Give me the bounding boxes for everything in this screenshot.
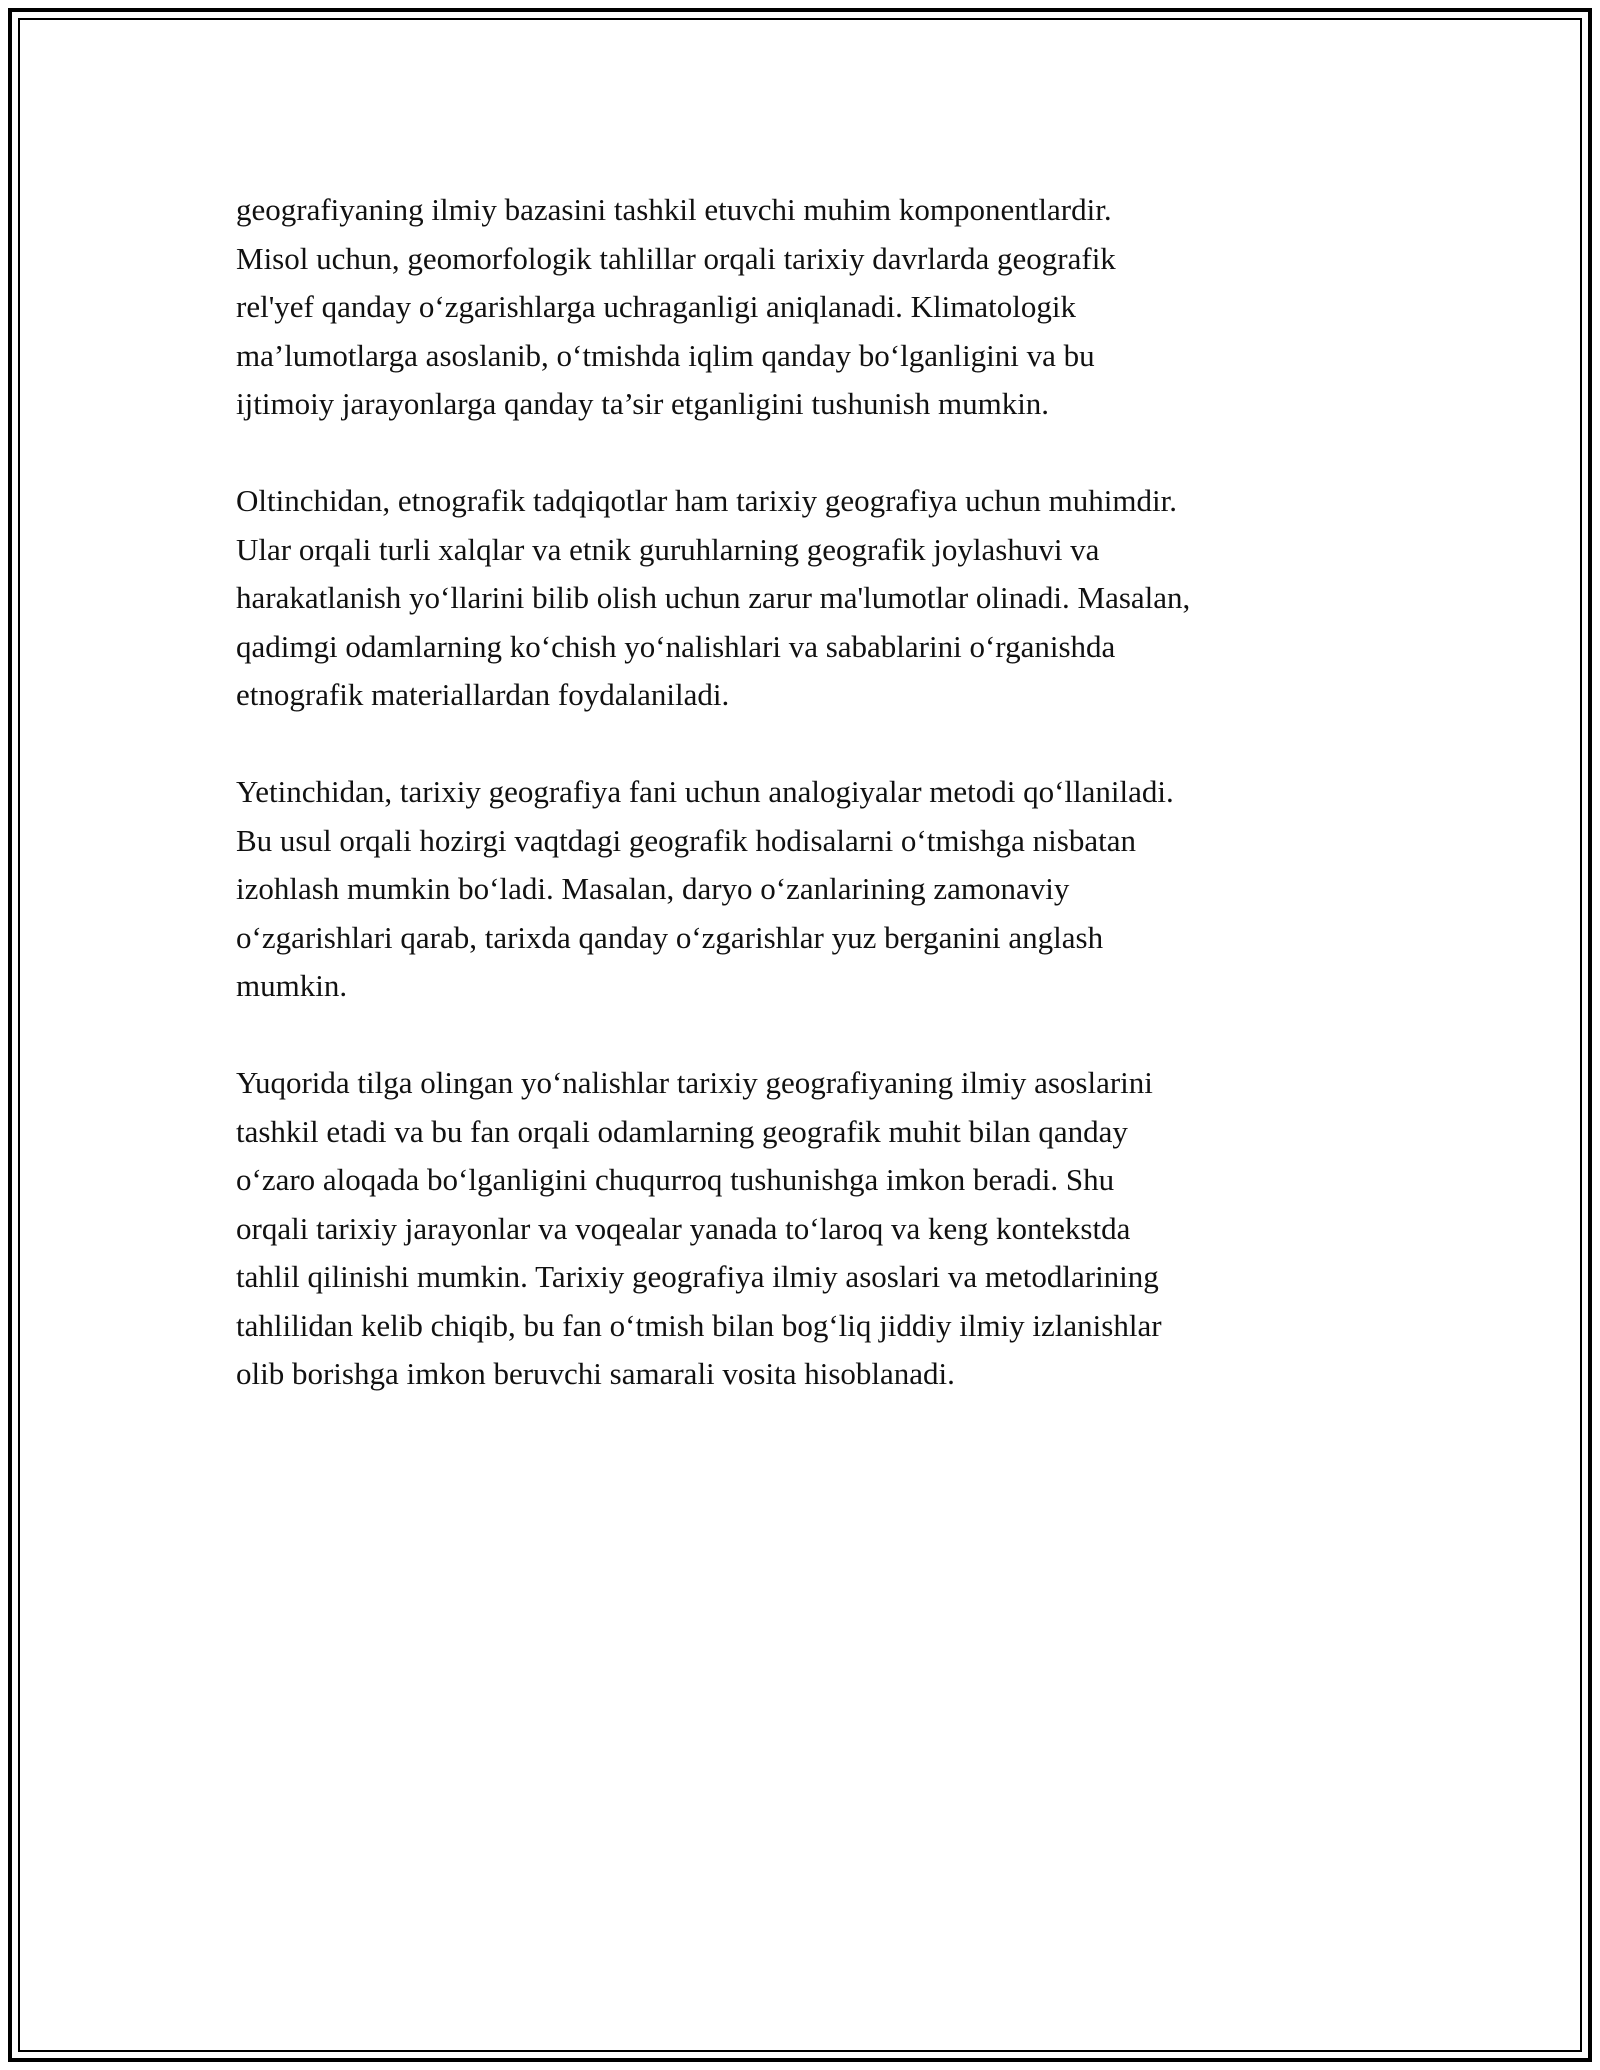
paragraph-1: geografiyaning ilmiy bazasini tashkil etuvchi muhim komponentlardir. Misol uchun, geomorfologik tahlillar orqali tarixiy davrlarda geografik rel'yef qanday o‘zgarishlarga uchraganligi aniqlanadi. Klimatologik ma’lumotlarga asoslanib, o‘tmishda iqlim qanday bo‘lganligini va bu ijtimoiy jarayonlarga qanday ta’sir etganligini tushunish mumkin.	[236, 192, 1116, 421]
document-body	[236, 186, 1396, 1399]
paragraph-2: Oltinchidan, etnografik tadqiqotlar ham tarixiy geografiya uchun muhimdir. Ular orqali turli xalqlar va etnik guruhlarning geografik joylashuvi va harakatlanish yo‘llarini bilib olish uchun zarur ma'lumotlar olinadi. Masalan, qadimgi odamlarning ko‘chish yo‘nalishlari va sabablarini o‘rganishda etnografik materiallardan foydalaniladi.	[236, 483, 1191, 712]
paragraph-3: Yetinchidan, tarixiy geografiya fani uchun analogiyalar metodi qo‘llaniladi. Bu usul orqali hozirgi vaqtdagi geografik hodisalarni o‘tmishga nisbatan izohlash mumkin bo‘ladi. Masalan, daryo o‘zanlarining zamonaviy o‘zgarishlari qarab, tarixda qanday o‘zgarishlar yuz berganini anglash mumkin.	[236, 774, 1174, 1003]
paragraph-4: Yuqorida tilga olingan yo‘nalishlar tarixiy geografiyaning ilmiy asoslarini tashkil etadi va bu fan orqali odamlarning geografik muhit bilan qanday o‘zaro aloqada bo‘lganligini chuqurroq tushunishga imkon beradi. Shu orqali tarixiy jarayonlar va voqealar yanada to‘laroq va keng kontekstda tahlil qilinishi mumkin. Tarixiy geografiya ilmiy asoslari va metodlarining tahlilidan kelib chiqib, bu fan o‘tmish bilan bog‘liq jiddiy ilmiy izlanishlar olib borishga imkon beruvchi samarali vosita hisoblanadi.	[236, 1065, 1162, 1391]
